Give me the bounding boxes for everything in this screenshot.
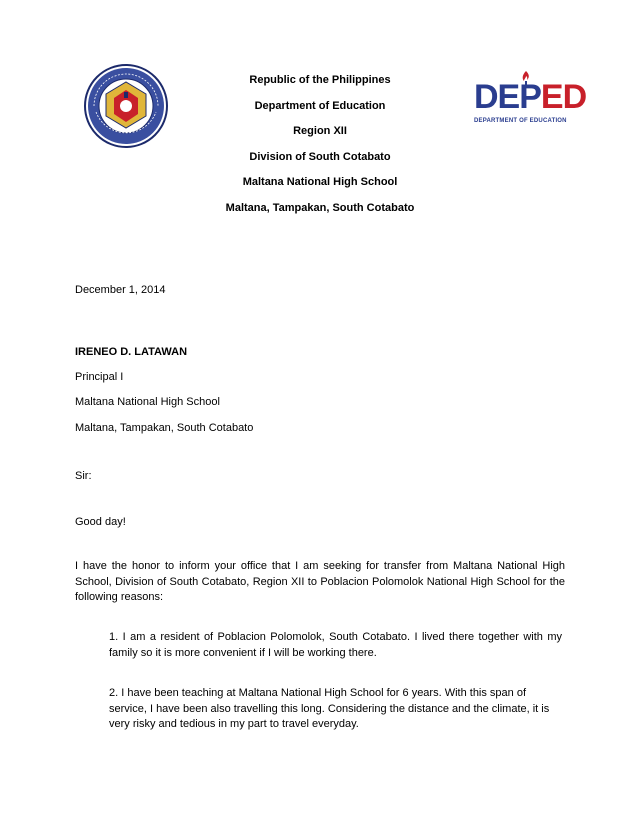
salutation: Sir:: [75, 470, 92, 482]
letterhead-line-school: Maltana National High School: [242, 176, 398, 188]
deped-ed-text: ED: [540, 78, 587, 116]
letter-date: December 1, 2014: [75, 284, 166, 296]
recipient-address: Maltana, Tampakan, South Cotabato: [75, 422, 254, 434]
letterhead-line-region: Region XII: [293, 125, 347, 137]
recipient-position: Principal I: [75, 371, 124, 383]
letterhead-line-republic: Republic of the Philippines: [249, 74, 391, 86]
greeting: Good day!: [75, 516, 126, 528]
letterhead: [170, 68, 470, 221]
deped-dep-text: DEP: [474, 78, 541, 116]
recipient-name: IRENEO D. LATAWAN: [75, 346, 188, 358]
reason-item: 1. I am a resident of Poblacion Polomolok, South Cotabato. I lived there together with my family so it is more convenient if I will be working there.: [109, 631, 562, 659]
deped-seal-logo: [84, 64, 168, 148]
deped-wordmark: [474, 80, 586, 114]
recipient-school: Maltana National High School: [75, 396, 220, 408]
letterhead-line-address: Maltana, Tampakan, South Cotabato: [225, 201, 415, 214]
letterhead-line-department: Department of Education: [254, 99, 386, 112]
reason-item: 2. I have been teaching at Maltana National High School for 6 years. With this span of service, I have been also travelling this long. Considering the distance and the climate, it is very risky and tedious in my part to travel everyday.: [109, 687, 550, 730]
deped-subtitle: DEPARTMENT OF EDUCATION: [474, 118, 567, 124]
intro-paragraph: I have the honor to inform your office that I am seeking for transfer from Maltana National High School, Division of South Cotabato, Region XII to Poblacion Polomolok National High School for the following reasons:: [75, 560, 565, 603]
deped-logo: [470, 70, 587, 132]
letterhead-line-division: Division of South Cotabato: [249, 150, 391, 163]
